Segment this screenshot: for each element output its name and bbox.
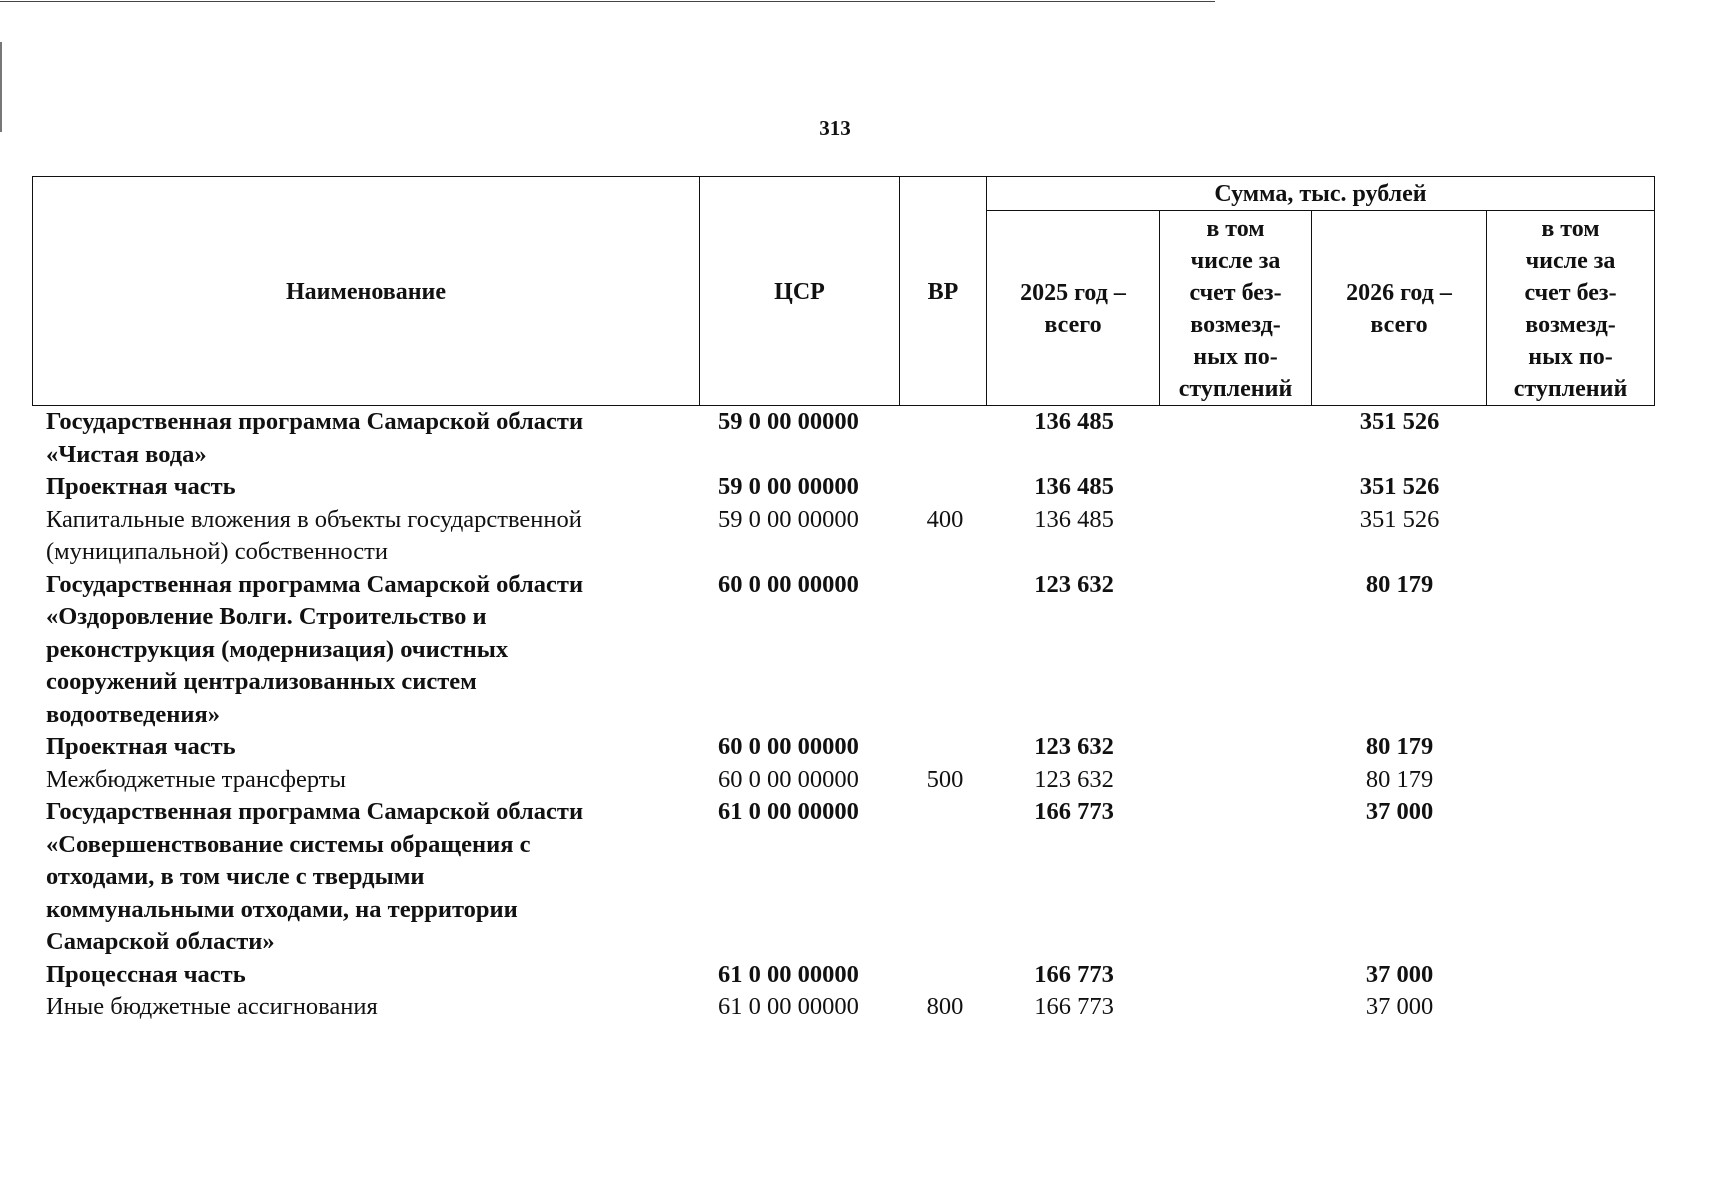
row-2026-total: 351 526 — [1359, 505, 1440, 533]
row-2026-total: 351 526 — [1359, 408, 1440, 435]
table-row — [0, 471, 1711, 504]
table-row — [0, 764, 1711, 797]
row-name: Государственная программа Самарской области «Оздоровление Волги. Строительство и реконструкция (модернизация) очистных сооружений централизованных систем водоотведения» — [46, 570, 584, 728]
header-2025-total: 2025 год – всего — [1020, 279, 1126, 338]
table-body — [0, 406, 1711, 1024]
table-row — [0, 406, 1711, 471]
row-csr: 59 0 00 00000 — [718, 473, 859, 500]
row-2026-total: 351 526 — [1359, 473, 1440, 500]
row-csr: 60 0 00 00000 — [718, 765, 859, 793]
row-name: Капитальные вложения в объекты государственной (муниципальной) собственности — [46, 505, 582, 565]
table-row — [0, 959, 1711, 992]
row-2025-total: 123 632 — [1034, 765, 1114, 793]
row-csr: 60 0 00 00000 — [718, 570, 859, 598]
scan-edge-top — [0, 1, 1215, 2]
row-name: Процессная часть — [46, 960, 246, 988]
scan-edge-left — [0, 42, 2, 132]
table-row — [0, 991, 1711, 1024]
table-row — [0, 569, 1711, 732]
row-2025-total: 136 485 — [1034, 505, 1114, 533]
row-2026-total: 80 179 — [1365, 765, 1434, 793]
row-csr: 59 0 00 00000 — [718, 505, 859, 533]
row-2026-total: 37 000 — [1365, 993, 1434, 1020]
table-row — [0, 796, 1711, 959]
header-csr: ЦСР — [774, 278, 825, 305]
row-vr: 800 — [926, 993, 964, 1020]
row-name: Проектная часть — [46, 473, 236, 500]
page-number: 313 — [819, 116, 851, 140]
row-2025-total: 166 773 — [1034, 993, 1114, 1020]
row-vr: 400 — [926, 505, 964, 533]
row-2025-total: 136 485 — [1034, 408, 1114, 435]
header-vr: ВР — [927, 278, 959, 305]
header-sum-group: Сумма, тыс. рублей — [1214, 180, 1427, 207]
row-2025-total: 123 632 — [1034, 733, 1114, 760]
row-2025-total: 136 485 — [1034, 473, 1114, 500]
table-row — [0, 504, 1711, 569]
row-csr: 61 0 00 00000 — [718, 960, 859, 988]
row-name: Проектная часть — [46, 733, 236, 760]
row-name: Иные бюджетные ассигнования — [46, 993, 378, 1020]
row-name: Государственная программа Самарской области «Чистая вода» — [46, 408, 584, 468]
row-2025-total: 166 773 — [1034, 960, 1114, 988]
row-name: Межбюджетные трансферты — [46, 765, 346, 793]
row-2025-total: 123 632 — [1034, 570, 1114, 598]
header-name: Наименование — [286, 278, 446, 305]
row-2026-total: 80 179 — [1365, 733, 1434, 760]
row-2026-total: 37 000 — [1365, 960, 1434, 988]
row-2026-total: 80 179 — [1365, 570, 1434, 598]
header-2026-total: 2026 год – всего — [1346, 279, 1452, 338]
row-2026-total: 37 000 — [1365, 798, 1434, 825]
row-csr: 61 0 00 00000 — [718, 993, 859, 1020]
header-2025-free: в том числе за счет без- возмезд- ных по- ступлений — [1178, 215, 1293, 402]
row-vr: 500 — [926, 765, 964, 793]
header-2026-free: в том числе за счет без- возмезд- ных по- ступлений — [1513, 215, 1628, 402]
row-csr: 61 0 00 00000 — [718, 798, 859, 825]
table-row — [0, 731, 1711, 764]
row-2025-total: 166 773 — [1034, 798, 1114, 825]
row-csr: 60 0 00 00000 — [718, 733, 859, 760]
row-name: Государственная программа Самарской области «Совершенствование системы обращения с отходами, в том числе с твердыми коммунальными отходами, на территории Самарской области» — [46, 798, 584, 955]
row-csr: 59 0 00 00000 — [718, 408, 859, 435]
